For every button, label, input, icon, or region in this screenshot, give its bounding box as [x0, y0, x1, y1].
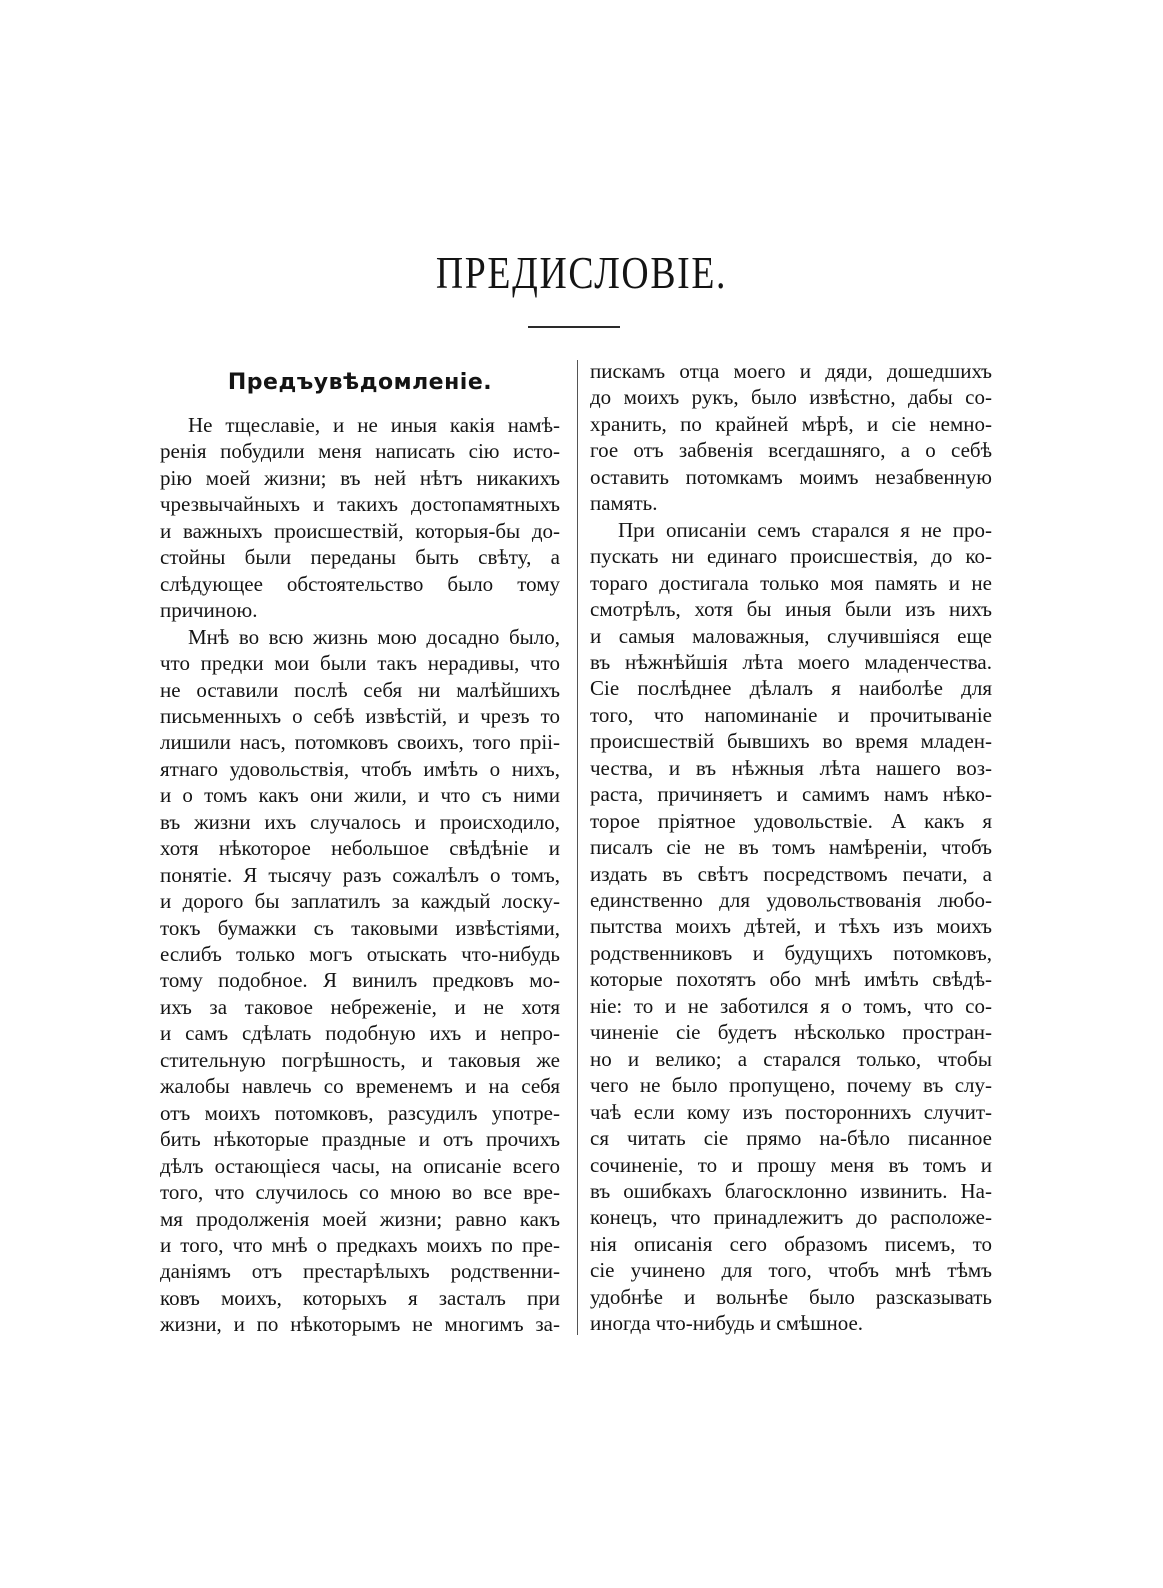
text-line: того, что случилось со мною во все вре- [160, 1180, 560, 1205]
text-line: мя продолженія моей жизни; равно какъ [160, 1206, 560, 1231]
text-line: гое отъ забвенія всегдашняго, а о себѣ [590, 438, 992, 463]
text-line: ковъ моихъ, которыхъ я засталъ при [160, 1285, 560, 1310]
text-line: ніе: то и не заботился я о томъ, что со- [590, 993, 992, 1018]
text-line: токъ бумажки съ таковыми извѣстіями, [160, 915, 560, 940]
text-line: рію моей жизни; въ ней нѣтъ никакихъ [160, 465, 560, 490]
text-line: чаѣ если кому изъ постороннихъ случит- [590, 1099, 992, 1124]
text-line: конецъ, что принадлежитъ до расположе- [590, 1205, 992, 1230]
title-rule [528, 326, 620, 328]
text-line: жалобы навлечь со временемъ и на себя [160, 1074, 560, 1099]
text-line: ихъ за таковое небреженіе, и не хотя [160, 994, 560, 1019]
text-line: ятнаго удовольствія, чтобъ имѣть о нихъ, [160, 756, 560, 781]
text-line: хотя нѣкоторое небольшое свѣдѣніе и [160, 836, 560, 861]
text-line: сіе учинено для того, чтобъ мнѣ тѣмъ [590, 1258, 992, 1283]
text-line: того, что напоминаніе и прочитываніе [590, 702, 992, 727]
text-line: еслибъ только могъ отыскать что-нибудь [160, 942, 560, 966]
text-line: слѣдующее обстоятельство было тому [160, 571, 560, 596]
text-line: въ жизни ихъ случалось и происходило, [160, 809, 560, 834]
column-divider [577, 360, 578, 1335]
text-line: дѣлъ остающіеся часы, на описаніе всего [160, 1153, 560, 1178]
section-heading: Предъувѣдомленіе. [227, 370, 493, 395]
text-line: пускать ни единаго происшествія, до ко- [590, 544, 992, 569]
text-line: причиною. [160, 598, 258, 623]
text-line: и важныхъ происшествій, которыя-бы до- [160, 518, 560, 543]
text-line: и того, что мнѣ о предкахъ моихъ по пре- [160, 1232, 560, 1257]
text-line: въ нѣжнѣйшія лѣта моего младенчества. [590, 649, 992, 674]
text-line: Не тщеславіе, и не иныя какія намѣ- [188, 413, 560, 437]
text-line: раста, причиняетъ и самимъ намъ нѣко- [590, 782, 992, 807]
text-line: родственниковъ и будущихъ потомковъ, [590, 940, 992, 965]
text-line: чества, и въ нѣжныя лѣта нашего воз- [590, 755, 992, 780]
text-line: единственно для удовольствованія любо- [590, 888, 992, 912]
text-line: лишили насъ, потомковъ своихъ, того пріі- [160, 730, 560, 755]
text-line: пискамъ отца моего и дяди, дошедшихъ [590, 359, 992, 383]
text-line: хранить, по крайней мѣрѣ, и сіе немно- [590, 411, 992, 436]
text-line: бить нѣкоторые праздные и отъ прочихъ [160, 1127, 560, 1152]
text-line: сочиненіе, то и прошу меня въ томъ и [590, 1152, 992, 1177]
text-line: память. [590, 491, 658, 516]
text-line: тому подобное. Я винилъ предковъ мо- [160, 968, 560, 993]
text-line: издать въ свѣтъ посредствомъ печати, а [590, 861, 992, 886]
text-line: происшествій бывшихъ во время младен- [590, 729, 992, 754]
text-line: ренія побудили меня написать сію исто- [160, 439, 560, 464]
text-line: не оставили послѣ себя ни малѣйшихъ [160, 677, 560, 702]
text-line: смотрѣлъ, хотя бы иныя были изъ нихъ [590, 597, 992, 622]
text-line: до моихъ рукъ, было извѣстно, дабы со- [590, 385, 992, 410]
text-line: и самъ сдѣлать подобную ихъ и непро- [160, 1021, 560, 1046]
text-line: но и велико; а старался только, чтобы [590, 1046, 992, 1071]
text-line: иногда что-нибудь и смѣшное. [590, 1311, 864, 1336]
text-line: стительную погрѣшность, и таковыя же [160, 1047, 560, 1072]
text-line: пытства моихъ дѣтей, и тѣхъ изъ моихъ [590, 914, 992, 939]
text-line: торое пріятное удовольствіе. А какъ я [590, 808, 992, 833]
text-line: ся читать сіе прямо на-бѣло писанное [590, 1126, 992, 1151]
text-line: и дорого бы заплатилъ за каждый лоску- [160, 889, 560, 914]
text-line: отъ моихъ потомковъ, разсудилъ употре- [160, 1100, 560, 1125]
text-line: даніямъ отъ престарѣлыхъ родственни- [160, 1259, 560, 1284]
text-line: что предки мои были такъ нерадивы, что [160, 651, 560, 676]
text-line: въ ошибкахъ благосклонно извинить. На- [590, 1178, 992, 1203]
text-line: которые похотятъ обо мнѣ имѣть свѣдѣ- [590, 967, 992, 992]
text-line: понятіе. Я тысячу разъ сожалѣлъ о томъ, [160, 862, 560, 887]
text-line: стойны были переданы быть свѣту, а [160, 545, 560, 570]
text-line: письменныхъ о себѣ извѣстій, и чрезъ то [160, 703, 560, 728]
text-line: чрезвычайныхъ и такихъ достопамятныхъ [160, 492, 560, 517]
text-line: писалъ сіе не въ томъ намѣреніи, чтобъ [590, 835, 992, 860]
text-line: оставить потомкамъ моимъ незабвенную [590, 464, 992, 489]
text-line: нія описанія сего образомъ писемъ, то [590, 1231, 992, 1256]
text-line: жизни, и по нѣкоторымъ не многимъ за- [160, 1312, 560, 1337]
text-line: и самыя маловажныя, случившіяся еще [590, 623, 992, 648]
text-line: Сіе послѣднее дѣлалъ я наиболѣе для [590, 676, 992, 701]
text-line: При описаніи семъ старался я не про- [618, 517, 992, 542]
text-line: чего не было пропущено, почему въ слу- [590, 1073, 992, 1098]
text-line: и о томъ какъ они жили, и что съ ними [160, 783, 560, 808]
text-line: тораго достигала только моя память и не [590, 570, 992, 595]
text-line: чиненіе сіе будетъ нѣсколько простран- [590, 1020, 992, 1045]
text-line: Мнѣ во всю жизнь мою досадно было, [188, 624, 560, 649]
text-line: удобнѣе и вольнѣе было разсказывать [590, 1284, 992, 1309]
page-title: ПРЕДИСЛОВІЕ. [435, 247, 728, 298]
